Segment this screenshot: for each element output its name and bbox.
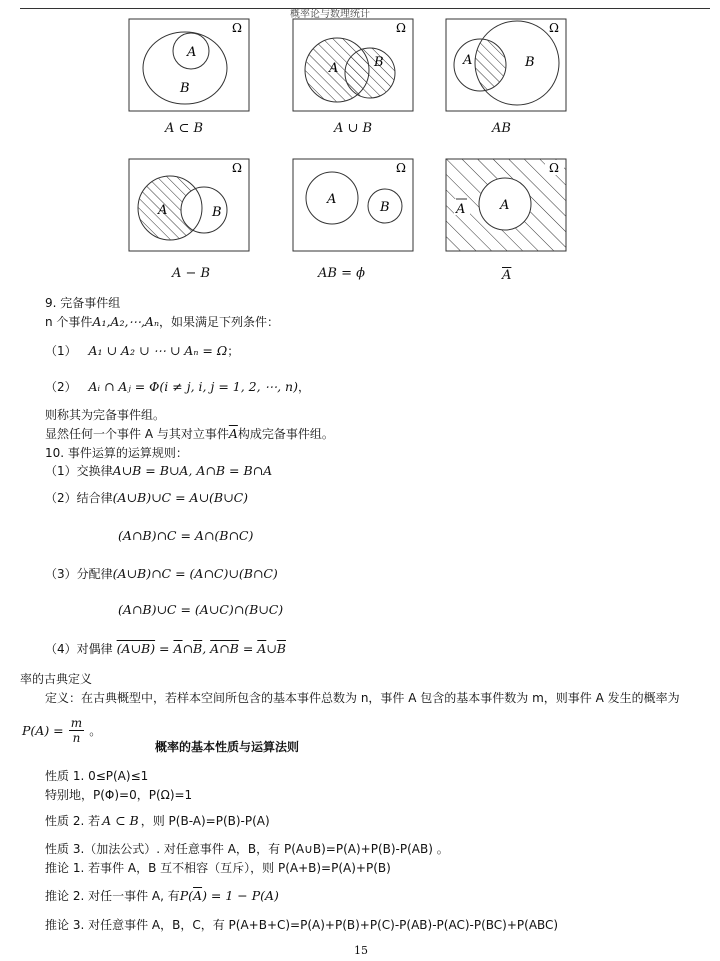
section9-intro: n 个事件A₁,A₂,⋯,Aₙ，如果满足下列条件： xyxy=(45,314,280,329)
property-1: 性质 1. 0≤P(A)≤1 xyxy=(45,769,149,783)
associative-formula-1: (A∪B)∪C = A∪(B∪C) xyxy=(112,490,249,505)
section9-conclusion: 则称其为完备事件组。 xyxy=(45,408,166,422)
section-heading: 概率的基本性质与运算法则 xyxy=(155,740,300,754)
section10-title: 10. 事件运算的运算规则： xyxy=(45,446,188,460)
venn-disjoint-diagram xyxy=(292,158,414,252)
classical-definition: 定义：在古典概型中，若样本空间所包含的基本事件总数为 n，事件 A 包含的基本事件数为 m，则事件 A 发生的概率为 xyxy=(45,691,680,705)
condition-2: （2） Aᵢ ∩ Aⱼ = Φ(i ≠ j, i, j = 1, 2, ⋯, n)， xyxy=(45,379,310,394)
label-b: B xyxy=(380,200,390,215)
caption-union: A ∪ B xyxy=(334,121,373,136)
label-b: B xyxy=(374,55,384,70)
omega-label: Ω xyxy=(549,21,559,35)
header-rule xyxy=(20,8,710,20)
duality-formula: (A∪B) = $\overline{A}\cap\overline{B}$, A∩B = $\overline{A}\cup\overline{B}$ xyxy=(116,641,286,656)
rule-duality: （4）对偶律 (A∪B) = $\overline{A}\cap\overline{B}$, A∩B = $\overline{A}\cup\overline{B}$ xyxy=(45,641,286,656)
label-a: A xyxy=(187,45,197,60)
commutative-formula: A∪B = B∪A, A∩B = B∩A xyxy=(112,463,273,478)
venn-subset-diagram xyxy=(128,18,250,112)
condition-1: （1） A₁ ∪ A₂ ∪ ⋯ ∪ Aₙ = Ω； xyxy=(45,343,240,358)
omega-label: Ω xyxy=(396,161,406,175)
section9-note: 显然任何一个事件 A 与其对立事件$\overline{A}$构成完备事件组。 xyxy=(45,426,334,441)
caption-difference: A − B xyxy=(172,266,211,281)
a-bar: $\overline{A}$ xyxy=(228,426,238,441)
caption-subset: A ⊂ B xyxy=(165,121,204,136)
corollary-3: 推论 3. 对任意事件 A，B，C，有 P(A+B+C)=P(A)+P(B)+P(C)-P(AB)-P(AC)-P(BC)+P(ABC) xyxy=(45,918,559,932)
rule-distributive: （3）分配律(A∪B)∩C = (A∩C)∪(B∩C) xyxy=(45,566,278,581)
label-a: A xyxy=(329,61,339,76)
venn-difference-diagram xyxy=(128,158,250,252)
rule-associative: （2）结合律(A∪B)∪C = A∪(B∪C) xyxy=(45,490,249,505)
rule-commutative: （1）交换律A∪B = B∪A, A∩B = B∩A xyxy=(45,463,273,478)
omega-label: Ω xyxy=(549,161,559,175)
property-2: 性质 2. 若 A ⊂ B ，则 P(B-A)=P(B)-P(A) xyxy=(45,813,270,828)
condition-1-formula: A₁ ∪ A₂ ∪ ⋯ ∪ Aₙ = Ω xyxy=(88,343,228,358)
label-a: A xyxy=(463,53,473,68)
venn-intersection-diagram xyxy=(445,18,567,112)
distributive-formula-2: (A∩B)∪C = (A∪C)∩(B∪C) xyxy=(118,602,284,617)
classical-title-fragment: 率的古典定义 xyxy=(20,672,93,686)
property-1-special: 特别地，P(Φ)=0，P(Ω)=1 xyxy=(45,788,193,802)
omega-label: Ω xyxy=(396,21,406,35)
property-3: 性质 3.（加法公式）. 对任意事件 A，B，有 P(A∪B)=P(A)+P(B)-P(AB) 。 xyxy=(45,842,449,856)
venn-complement-diagram xyxy=(445,158,567,252)
corollary-2: 推论 2. 对任一事件 A, 有$P(\overline{A}) = 1 - P(A)$ xyxy=(45,888,279,903)
caption-complement: $\overline{A}$ xyxy=(502,268,512,283)
running-header: 概率论与数理统计 xyxy=(290,9,370,20)
label-a: A xyxy=(500,198,510,213)
label-b: B xyxy=(212,205,222,220)
events-list: A₁,A₂,⋯,Aₙ xyxy=(92,314,160,329)
page-number: 15 xyxy=(354,944,368,957)
label-b: B xyxy=(180,81,190,96)
venn-union-diagram xyxy=(292,18,414,112)
section9-title: 9. 完备事件组 xyxy=(45,296,121,310)
label-a: A xyxy=(327,192,337,207)
label-a: A xyxy=(158,203,168,218)
caption-disjoint: AB = ϕ xyxy=(318,266,365,281)
caption-intersection: AB xyxy=(492,121,511,136)
omega-label: Ω xyxy=(232,21,242,35)
distributive-formula-1: (A∪B)∩C = (A∩C)∪(B∩C) xyxy=(112,566,278,581)
classical-formula: P(A) = $\frac{m}{n}$ 。 xyxy=(22,716,102,745)
associative-formula-2: (A∩B)∩C = A∩(B∩C) xyxy=(118,528,254,543)
label-a-bar: A xyxy=(456,202,466,217)
condition-2-formula: Aᵢ ∩ Aⱼ = Φ(i ≠ j, i, j = 1, 2, ⋯, n) xyxy=(88,379,298,394)
label-b: B xyxy=(525,55,535,70)
omega-label: Ω xyxy=(232,161,242,175)
corollary-1: 推论 1. 若事件 A，B 互不相容（互斥），则 P(A+B)=P(A)+P(B) xyxy=(45,861,391,875)
